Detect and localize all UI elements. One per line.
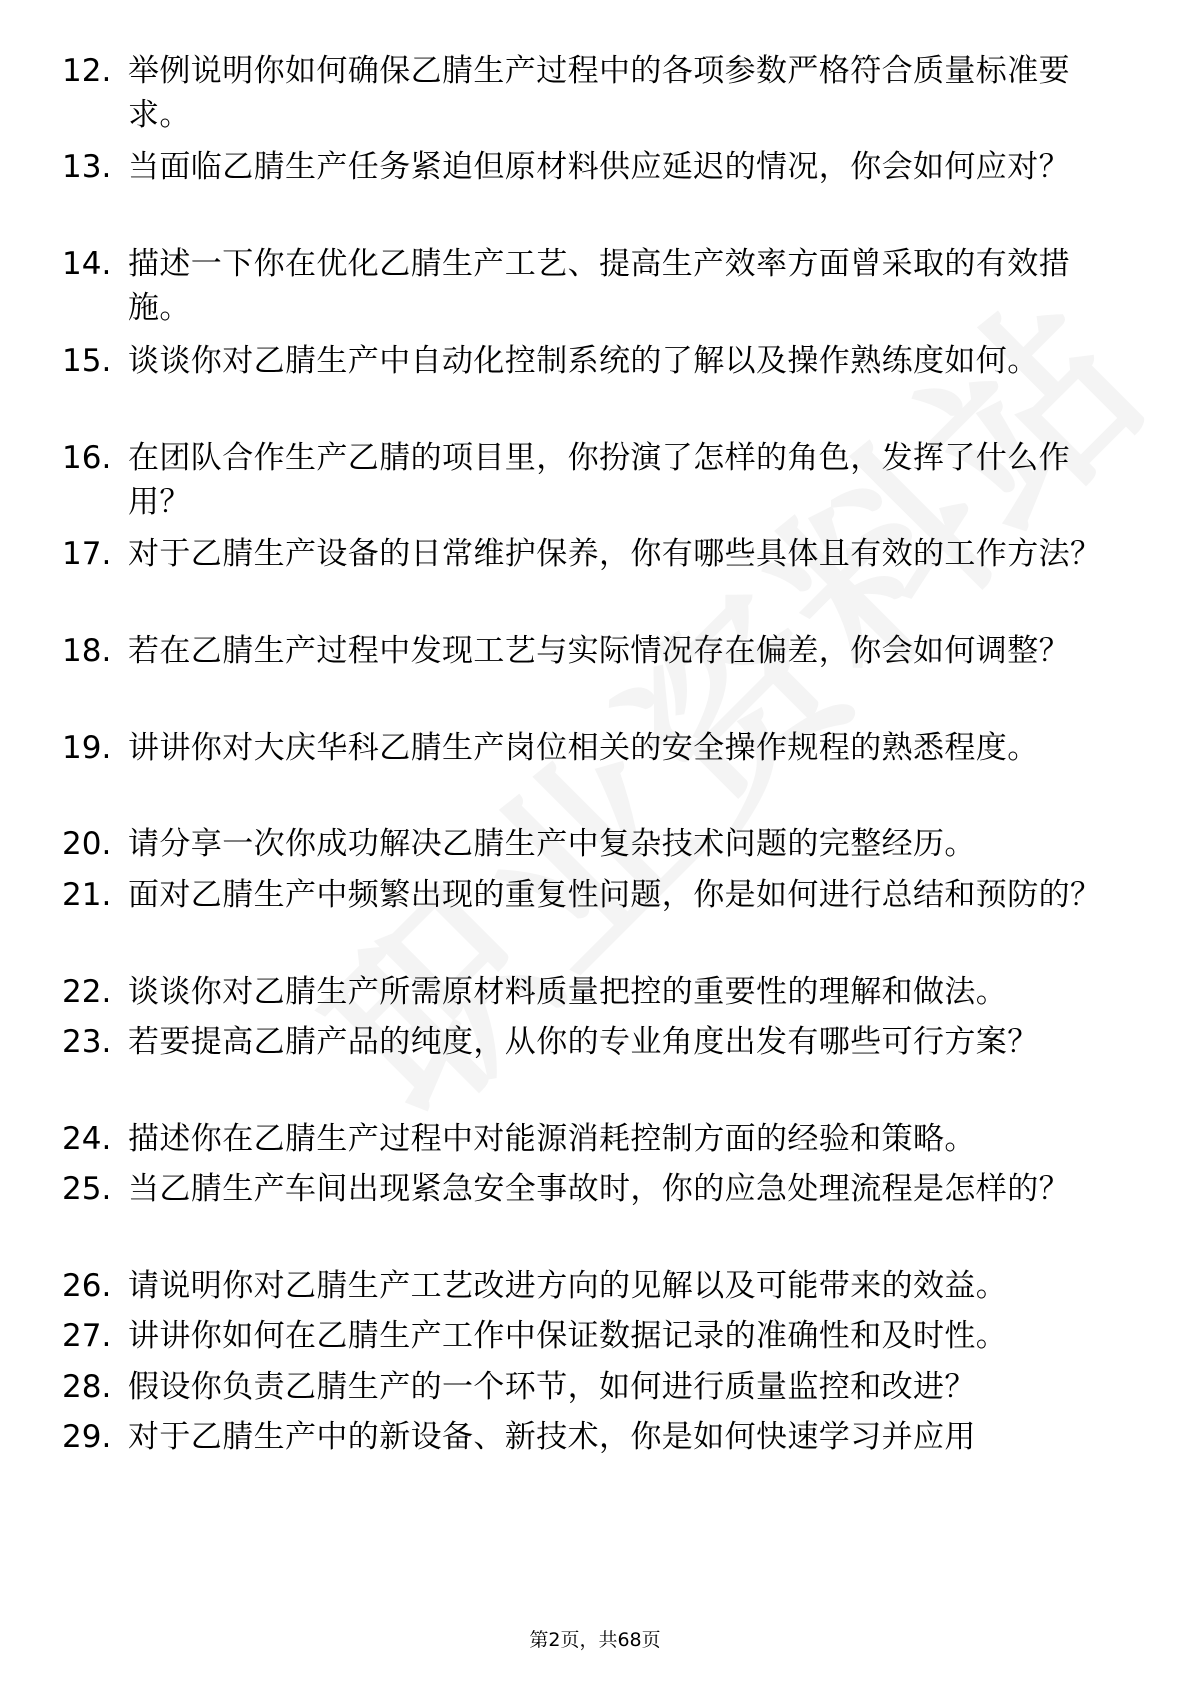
question-number: 17. [62, 536, 112, 572]
question-number: 22. [62, 974, 112, 1010]
question-text: 假设你负责乙腈生产的一个环节，如何进行质量监控和改进？ [128, 1369, 976, 1405]
question-number: 24. [62, 1121, 112, 1157]
question-text: 举例说明你如何确保乙腈生产过程中的各项参数严格符合质量标准要求。 [128, 53, 1070, 133]
question-number: 15. [62, 343, 112, 379]
question-number: 27. [62, 1318, 112, 1354]
question-text: 讲讲你对大庆华科乙腈生产岗位相关的安全操作规程的熟悉程度。 [128, 730, 1039, 766]
question-number: 14. [62, 246, 112, 282]
question-text: 对于乙腈生产中的新设备、新技术，你是如何快速学习并应用 [128, 1419, 976, 1455]
page-footer: 第2页，共68页 [529, 1629, 661, 1651]
question-number: 13. [62, 149, 112, 185]
question-number: 25. [62, 1171, 112, 1207]
question-text: 谈谈你对乙腈生产所需原材料质量把控的重要性的理解和做法。 [128, 974, 1008, 1010]
question-text: 面对乙腈生产中频繁出现的重复性问题，你是如何进行总结和预防的？ [128, 877, 1102, 913]
question-text: 在团队合作生产乙腈的项目里，你扮演了怎样的角色，发挥了什么作用？ [128, 440, 1070, 520]
question-text: 当乙腈生产车间出现紧急安全事故时，你的应急处理流程是怎样的？ [128, 1171, 1070, 1207]
question-text: 请分享一次你成功解决乙腈生产中复杂技术问题的完整经历。 [128, 826, 976, 862]
question-number: 19. [62, 730, 112, 766]
question-number: 23. [62, 1024, 112, 1060]
question-text: 若要提高乙腈产品的纯度，从你的专业角度出发有哪些可行方案？ [128, 1024, 1039, 1060]
question-text: 描述你在乙腈生产过程中对能源消耗控制方面的经验和策略。 [128, 1121, 976, 1157]
question-text: 描述一下你在优化乙腈生产工艺、提高生产效率方面曾采取的有效措施。 [128, 246, 1070, 326]
question-number: 12. [62, 53, 112, 89]
question-text: 对于乙腈生产设备的日常维护保养，你有哪些具体且有效的工作方法？ [128, 536, 1102, 572]
question-number: 28. [62, 1369, 112, 1405]
question-number: 26. [62, 1268, 112, 1304]
question-number: 29. [62, 1419, 112, 1455]
question-text: 当面临乙腈生产任务紧迫但原材料供应延迟的情况，你会如何应对？ [128, 149, 1070, 185]
question-number: 21. [62, 877, 112, 913]
question-text: 谈谈你对乙腈生产中自动化控制系统的了解以及操作熟练度如何。 [128, 343, 1039, 379]
question-text: 讲讲你如何在乙腈生产工作中保证数据记录的准确性和及时性。 [128, 1318, 1008, 1354]
question-text: 若在乙腈生产过程中发现工艺与实际情况存在偏差，你会如何调整？ [128, 633, 1070, 669]
question-number: 20. [62, 826, 112, 862]
question-text: 请说明你对乙腈生产工艺改进方向的见解以及可能带来的效益。 [128, 1268, 1008, 1304]
question-number: 16. [62, 440, 112, 476]
question-number: 18. [62, 633, 112, 669]
